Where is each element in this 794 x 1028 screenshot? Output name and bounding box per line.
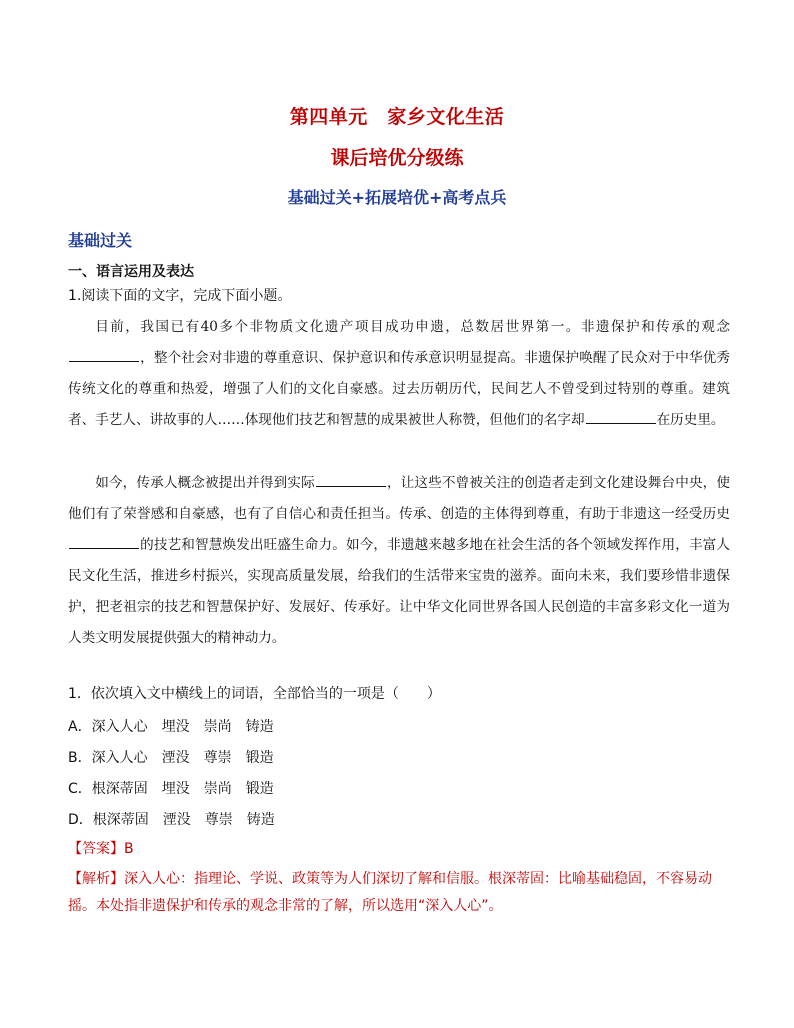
option-word: 埋没: [161, 781, 190, 797]
option-word: 锻造: [245, 781, 274, 797]
exercise-title: 课后培优分级练: [330, 147, 464, 169]
passage-paragraph-2: [68, 468, 730, 654]
question-prompt: 1.阅读下面的文字，完成下面小题。: [68, 288, 292, 304]
option-letter: B．: [68, 750, 92, 766]
passage-text: 目前，我国已有40多个非物质文化遗产项目成功申遗，总数居世界第一。非遗保护和传承的观念: [95, 319, 730, 335]
passage-text: ，整个社会对非遗的尊重意识、保护意识和传承意识明显提高。非遗保护唤醒了民众对于中华优秀传统文化的尊重和热爱，增强了人们的文化自豪感。过去历朝历代，民间艺人不曾受到过特别的尊重。建筑者、手艺人、讲故事的人……体现他们技艺和智慧的成果被世人称赞，但他们的名字却: [68, 350, 730, 428]
blank-line: [69, 534, 139, 549]
option-word: 深入人心: [91, 750, 148, 766]
option-a: [68, 716, 288, 736]
option-d: [68, 809, 289, 829]
passage-paragraph-1: [68, 312, 730, 436]
blank-line: [586, 409, 656, 424]
option-word: 尊崇: [204, 812, 233, 828]
explanation-text: 【解析】深入人心：指理论、学说、政策等为人们深切了解和信服。根深蒂固：比喻基础稳固，不容易动摇。本处指非遗保护和传承的观念非常的了解，所以选用“深入人心”。: [68, 871, 712, 914]
option-letter: D．: [68, 812, 93, 828]
unit-title: 第四单元 家乡文化生活: [289, 106, 505, 128]
passage-text: ，让这些不曾被关注的创造者走到文化建设舞台中央，使他们有了荣誉感和自豪感，也有了自信心和责任担当。传承、创造的主体得到尊重，有助于非遗这一经受历史: [68, 475, 731, 522]
subquestion-stem: 1．依次填入文中横线上的词语，全部恰当的一项是（ ）: [68, 686, 441, 702]
passage-text: 如今，传承人概念被提出并得到实际: [95, 475, 315, 491]
option-c: [68, 778, 288, 798]
tagline: 基础过关+拓展培优+高考点兵: [287, 188, 507, 207]
option-letter: C．: [68, 781, 92, 797]
part-heading: 一、语言运用及表达: [68, 264, 194, 280]
blank-line: [316, 472, 386, 487]
passage-text: 在历史里。: [656, 412, 725, 428]
option-word: 崇尚: [203, 719, 232, 735]
option-b: [68, 747, 288, 767]
answer-label: 【答案】B: [68, 841, 134, 857]
option-word: 根深蒂固: [91, 781, 148, 797]
option-word: 铸造: [246, 812, 275, 828]
option-word: 崇尚: [203, 781, 232, 797]
blank-line: [69, 347, 139, 362]
option-word: 埋没: [161, 719, 190, 735]
option-word: 深入人心: [91, 719, 148, 735]
option-word: 湮没: [162, 812, 191, 828]
option-word: 锻造: [245, 750, 274, 766]
option-word: 铸造: [245, 719, 274, 735]
section-label: 基础过关: [68, 231, 133, 250]
option-word: 尊崇: [203, 750, 232, 766]
passage-text: 的技艺和智慧焕发出旺盛生命力。如今，非遗越来越多地在社会生活的各个领域发挥作用，丰富人民文化生活，推进乡村振兴，实现高质量发展，给我们的生活带来宝贵的滋养。面向未来，我们要珍惜非遗保护，把老祖宗的技艺和智慧保护好、发展好、传承好。让中华文化同世界各国人民创造的丰富多彩文化一道为人类文明发展提供强大的精神动力。: [68, 537, 730, 646]
option-word: 根深蒂固: [92, 812, 149, 828]
option-letter: A．: [68, 719, 92, 735]
option-word: 湮没: [161, 750, 190, 766]
